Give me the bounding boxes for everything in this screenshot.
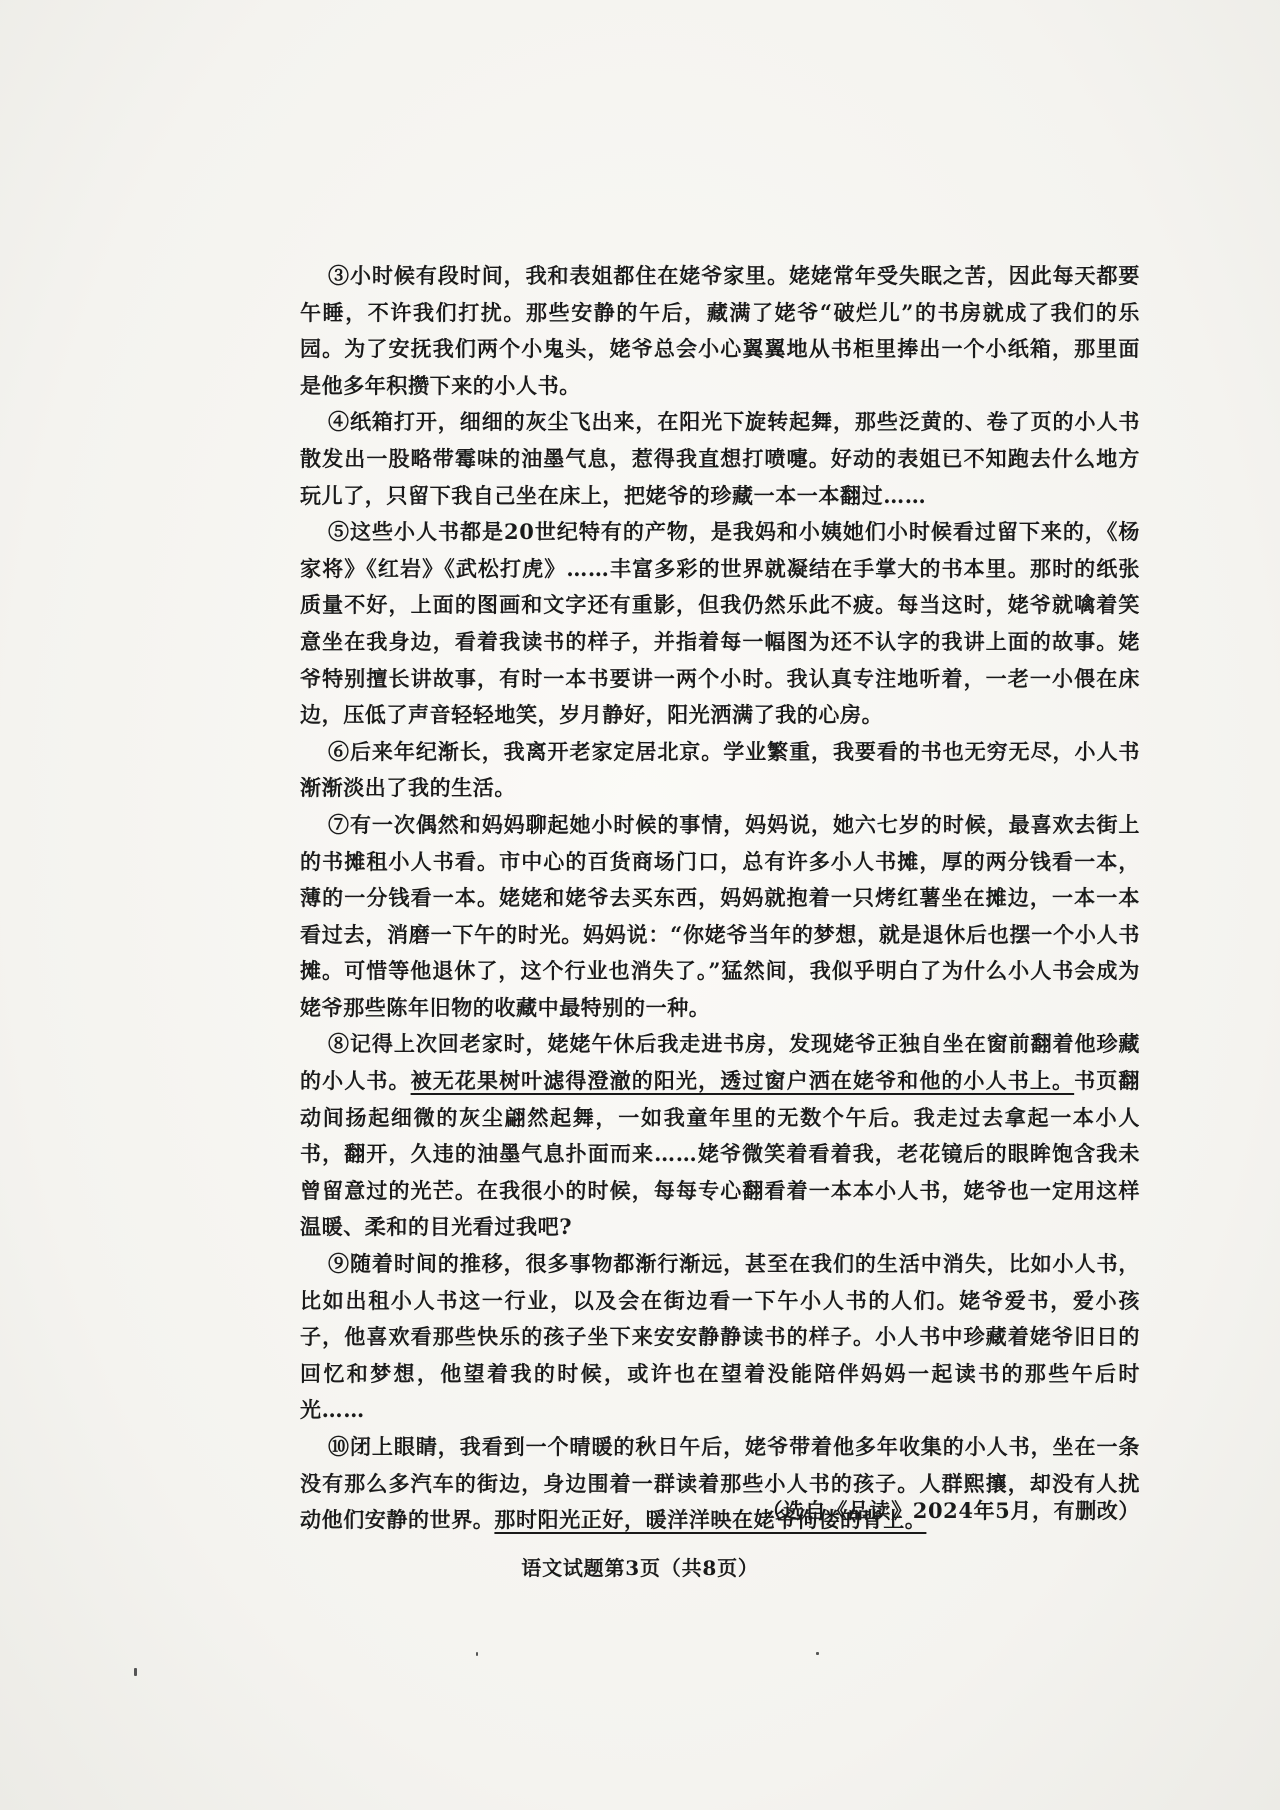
scan-speck — [134, 1668, 137, 1676]
paragraph-6: ⑥后来年纪渐长，我离开老家定居北京。学业繁重，我要看的书也无穷无尽，小人书渐渐淡出了我的生活。 — [300, 738, 1140, 801]
paragraph-4: ④纸箱打开，细细的灰尘飞出来，在阳光下旋转起舞，那些泛黄的、卷了页的小人书散发出一股略带霉味的油墨气息，惹得我直想打喷嚏。好动的表姐已不知跑去什么地方玩儿了，只留下我自己坐在床上，把姥爷的珍藏一本一本翻过…… — [300, 409, 1140, 508]
article-body — [300, 258, 1140, 1539]
scan-speck — [476, 1652, 478, 1656]
paragraph-10-lead: ⑩闭上眼睛，我看到一个晴暖的秋日午后，姥爷带着他多年收集的小人书，坐在一条没有那么多汽车的街边，身边围着一群读着那些小人书的孩子。人群熙攘，却没有人扰动他们安静的世界。 — [300, 1434, 1140, 1533]
paragraph-5: ⑤这些小人书都是20世纪特有的产物，是我妈和小姨她们小时候看过留下来的，《杨家将》《红岩》《武松打虎》……丰富多彩的世界就凝结在手掌大的书本里。那时的纸张质量不好，上面的图画和文字还有重影，但我仍然乐此不疲。每当这时，姥爷就噙着笑意坐在我身边，看着我读书的样子，并指着每一幅图为还不认字的我讲上面的故事。姥爷特别擅长讲故事，有时一本书要讲一两个小时。我认真专注地听着，一老一小偎在床边，压低了声音轻轻地笑，岁月静好，阳光洒满了我的心房。 — [300, 519, 1140, 728]
paragraph-8-rest: 书页翻动间扬起细微的灰尘翩然起舞，一如我童年里的无数个午后。我走过去拿起一本小人书，翻开，久违的油墨气息扑面而来……姥爷微笑着看着我，老花镜后的眼眸饱含我未曾留意过的光芒。在我很小的时候，每每专心翻看着一本本小人书，姥爷也一定用这样温暖、柔和的目光看过我吧? — [300, 1068, 1140, 1240]
paragraph-8 — [300, 1026, 1140, 1246]
underlined-sentence-1: 被无花果树叶滤得澄澈的阳光，透过窗户洒在姥爷和他的小人书上。 — [410, 1068, 1075, 1094]
paragraph-8-lead: ⑧记得上次回老家时，姥姥午休后我走进书房，发现姥爷正独自坐在窗前翻着他珍藏的小人书。 — [300, 1031, 1140, 1094]
paragraph-9: ⑨随着时间的推移，很多事物都渐行渐远，甚至在我们的生活中消失，比如小人书，比如出租小人书这一行业，以及会在街边看一下午小人书的人们。姥爷爱书，爱小孩子，他喜欢看那些快乐的孩子坐下来安安静静读书的样子。小人书中珍藏着姥爷旧日的回忆和梦想，他望着我的时候，或许也在望着没能陪伴妈妈一起读书的那些午后时光…… — [300, 1251, 1140, 1423]
source-citation: （选自《品读》2024年5月，有删改） — [761, 1498, 1140, 1523]
page-footer: 语文试题第3页（共8页） — [521, 1556, 759, 1580]
scan-speck — [816, 1652, 819, 1655]
underlined-sentence-2: 那时阳光正好，暖洋洋映在姥爷佝偻的背上。 — [494, 1507, 927, 1533]
paragraph-3: ③小时候有段时间，我和表姐都住在姥爷家里。姥姥常年受失眠之苦，因此每天都要午睡，不许我们打扰。那些安静的午后，藏满了姥爷“破烂儿”的书房就成了我们的乐园。为了安抚我们两个小鬼头，姥爷总会小心翼翼地从书柜里捧出一个小纸箱，那里面是他多年积攒下来的小人书。 — [300, 263, 1140, 398]
paragraph-7: ⑦有一次偶然和妈妈聊起她小时候的事情，妈妈说，她六七岁的时候，最喜欢去街上的书摊租小人书看。市中心的百货商场门口，总有许多小人书摊，厚的两分钱看一本，薄的一分钱看一本。姥姥和姥爷去买东西，妈妈就抱着一只烤红薯坐在摊边，一本一本看过去，消磨一下午的时光。妈妈说：“你姥爷当年的梦想，就是退休后也摆一个小人书摊。可惜等他退休了，这个行业也消失了。”猛然间，我似乎明白了为什么小人书会成为姥爷那些陈年旧物的收藏中最特别的一种。 — [300, 811, 1140, 1020]
